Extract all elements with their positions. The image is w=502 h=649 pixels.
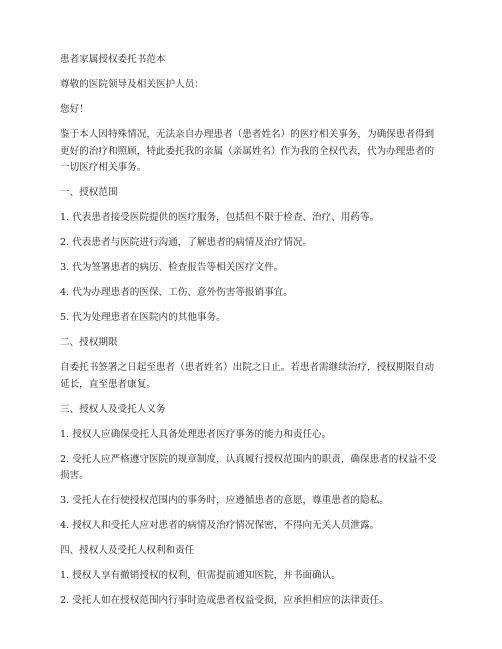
list-item: 5. 代为处理患者在医院内的其他事务。 xyxy=(60,312,226,323)
section-heading-scope: 一、授权范围 xyxy=(60,187,118,198)
list-item: 4. 授权人和受托人应对患者的病情及治疗情况保密，不得向无关人员泄露。 xyxy=(60,520,380,531)
greeting: 您好！ xyxy=(60,104,89,115)
section-heading-period: 二、授权期限 xyxy=(60,337,118,348)
list-item: 3. 受托人在行使授权范围内的事务时，应遵循患者的意愿，尊重患者的隐私。 xyxy=(60,495,389,506)
list-item: 4. 代为办理患者的医保、工伤、意外伤害等报销事宜。 xyxy=(60,287,293,298)
section-heading-duties: 三、授权人及受托人义务 xyxy=(60,403,166,415)
letter-page xyxy=(60,52,443,618)
period-paragraph: 自委托书签署之日起至患者（患者姓名）出院之日止。若患者需继续治疗，授权期限自动延长，直至患者康复。 xyxy=(60,362,435,390)
list-item: 1. 授权人享有撤销授权的权利，但需提前通知医院，并书面确认。 xyxy=(60,570,341,581)
list-item: 3. 代为签署患者的病历、检查报告等相关医疗文件。 xyxy=(60,262,284,273)
list-item: 1. 授权人应确保受托人具备处理患者医疗事务的能力和责任心。 xyxy=(60,428,332,440)
list-item: 1. 代表患者接受医院提供的医疗服务，包括但不限于检查、治疗、用药等。 xyxy=(60,212,380,223)
section-heading-rights: 四、授权人及受托人权利和责任 xyxy=(60,545,195,556)
list-item: 2. 代表患者与医院进行沟通，了解患者的病情及治疗情况。 xyxy=(60,237,313,248)
list-item: 2. 受托人应严格遵守医院的规章制度，认真履行授权范围内的职责，确保患者的权益不受损害。 xyxy=(60,453,437,481)
list-item: 2. 受托人如在授权范围内行事时造成患者权益受损，应承担相应的法律责任。 xyxy=(60,595,389,606)
document-title: 患者家属授权委托书范本 xyxy=(60,54,166,65)
intro-paragraph: 鉴于本人因特殊情况，无法亲自办理患者（患者姓名）的医疗相关事务，为确保患者得到更好的治疗和照顾，特此委托我的亲属（亲属姓名）作为我的全权代表，代为办理患者的一切医疗相关事务。 xyxy=(60,129,435,173)
salutation: 尊敬的医院领导及相关医护人员： xyxy=(60,79,204,90)
